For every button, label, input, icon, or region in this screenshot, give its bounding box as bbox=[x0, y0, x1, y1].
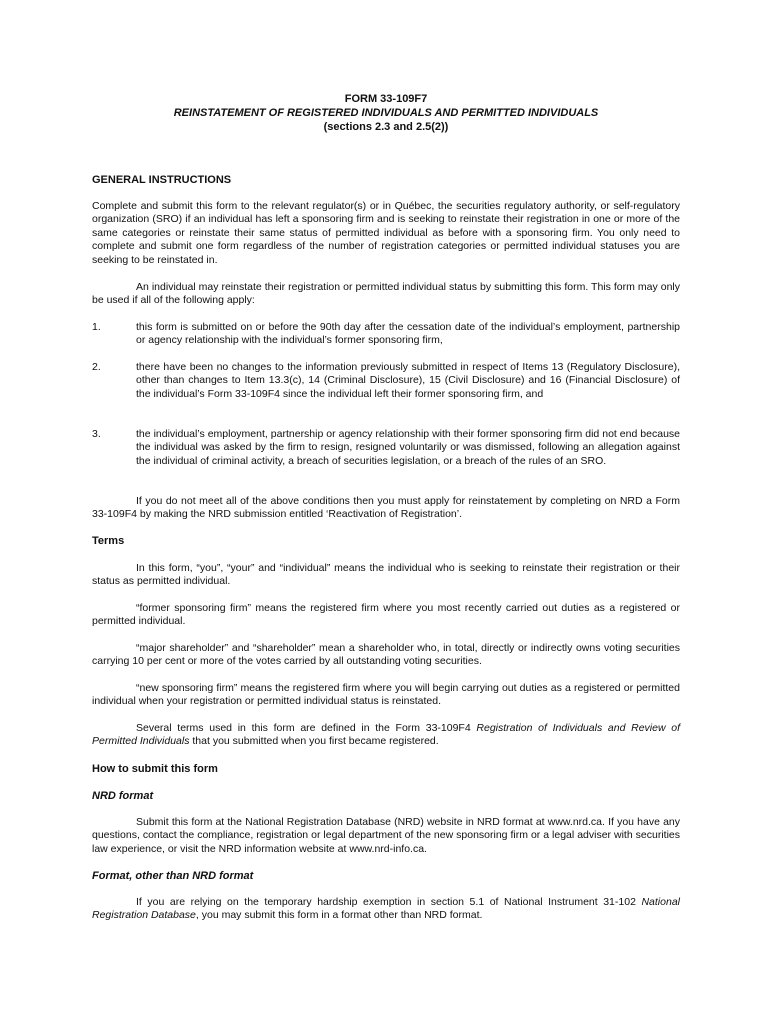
form-reference-title: Registration of Individuals and Review of Permitted Individuals bbox=[92, 722, 680, 748]
reactivation-paragraph: If you do not meet all of the above conditions then you must apply for reinstatement by completing on NRD a Form 33-109F4 by making the NRD submission entitled ‘Reactivation of Registration’. bbox=[92, 495, 680, 521]
how-to-submit-heading: How to submit this form bbox=[92, 763, 218, 775]
definition-new-sponsoring-firm: “new sponsoring firm” means the registered firm where you will begin carrying out duties as a registered or permitted individual when your registration or permitted individual status is reinstated. bbox=[92, 682, 680, 708]
terms-heading: Terms bbox=[92, 535, 125, 547]
instrument-title: National Registration Database bbox=[92, 896, 680, 922]
condition-text: the individual’s employment, partnership or agency relationship with their former sponsoring firm did not end because the individual was asked by the firm to resign, resigned voluntarily or was dismissed, following an allegation against the individual of criminal activity, a breach of securities legislation, or a breach of the rules of an SRO. bbox=[136, 428, 680, 467]
condition-number: 2. bbox=[92, 361, 101, 373]
definition-former-sponsoring-firm: “former sponsoring firm” means the registered firm where you most recently carried out duties as a registered or permitted individual. bbox=[92, 602, 680, 628]
several-terms-text-end: that you submitted when you first became registered. bbox=[189, 735, 439, 748]
other-format-paragraph bbox=[92, 896, 680, 923]
form-sections: (sections 2.3 and 2.5(2)) bbox=[323, 121, 449, 133]
form-title: REINSTATEMENT OF REGISTERED INDIVIDUALS AND PERMITTED INDIVIDUALS bbox=[173, 107, 599, 119]
condition-item-3 bbox=[92, 428, 680, 468]
general-instructions-heading: GENERAL INSTRUCTIONS bbox=[92, 174, 232, 186]
condition-number: 1. bbox=[92, 321, 101, 333]
other-format-heading: Format, other than NRD format bbox=[92, 870, 254, 882]
condition-item-2 bbox=[92, 361, 680, 401]
definition-you: In this form, “you”, “your” and “individual” means the individual who is seeking to reinstate their registration or their status as permitted individual. bbox=[92, 562, 680, 588]
form-number: FORM 33-109F7 bbox=[344, 93, 428, 105]
nrd-format-heading: NRD format bbox=[92, 790, 154, 802]
definition-several-terms bbox=[92, 722, 680, 749]
condition-item-1 bbox=[92, 321, 680, 348]
other-format-text: If you are relying on the temporary hardship exemption in section 5.1 of National Instrument 31-102 bbox=[136, 896, 642, 908]
eligibility-paragraph: An individual may reinstate their registration or permitted individual status by submitting this form. This form may only be used if all of the following apply: bbox=[92, 281, 680, 307]
condition-number: 3. bbox=[92, 428, 101, 440]
other-format-text-end: , you may submit this form in a format other than NRD format. bbox=[195, 909, 483, 922]
several-terms-text: Several terms used in this form are defined in the Form 33-109F4 bbox=[136, 722, 477, 734]
nrd-format-paragraph: Submit this form at the National Registration Database (NRD) website in NRD format at www.nrd.ca. If you have any questions, contact the compliance, registration or legal department of the new sponsoring firm or a legal adviser with securities law experience, or visit the NRD information website at www.nrd-info.ca. bbox=[92, 816, 680, 855]
condition-text: there have been no changes to the information previously submitted in respect of Items 13 (Regulatory Disclosure), other than changes to Item 13.3(c), 14 (Criminal Disclosure), 15 (Civil Disclosure) and 16 (Financial Disclosure) of the individual’s Form 33-109F4 since the individual left their former sponsoring firm, and bbox=[136, 361, 680, 400]
intro-paragraph: Complete and submit this form to the relevant regulator(s) or in Québec, the securities regulatory authority, or self-regulatory organization (SRO) if an individual has left a sponsoring firm and is seeking to reinstate their registration in one or more of the same categories or reinstate their same status of permitted individual as before with a sponsoring firm. You only need to complete and submit one form regardless of the number of registration categories or permitted individual statuses you are seeking to be reinstated in. bbox=[92, 200, 680, 266]
condition-text: this form is submitted on or before the 90th day after the cessation date of the individual’s employment, partnership or agency relationship with the individual’s former sponsoring firm, bbox=[136, 321, 680, 347]
definition-major-shareholder: “major shareholder” and “shareholder” mean a shareholder who, in total, directly or indirectly owns voting securities carrying 10 per cent or more of the votes carried by all outstanding voting securities. bbox=[92, 642, 680, 668]
